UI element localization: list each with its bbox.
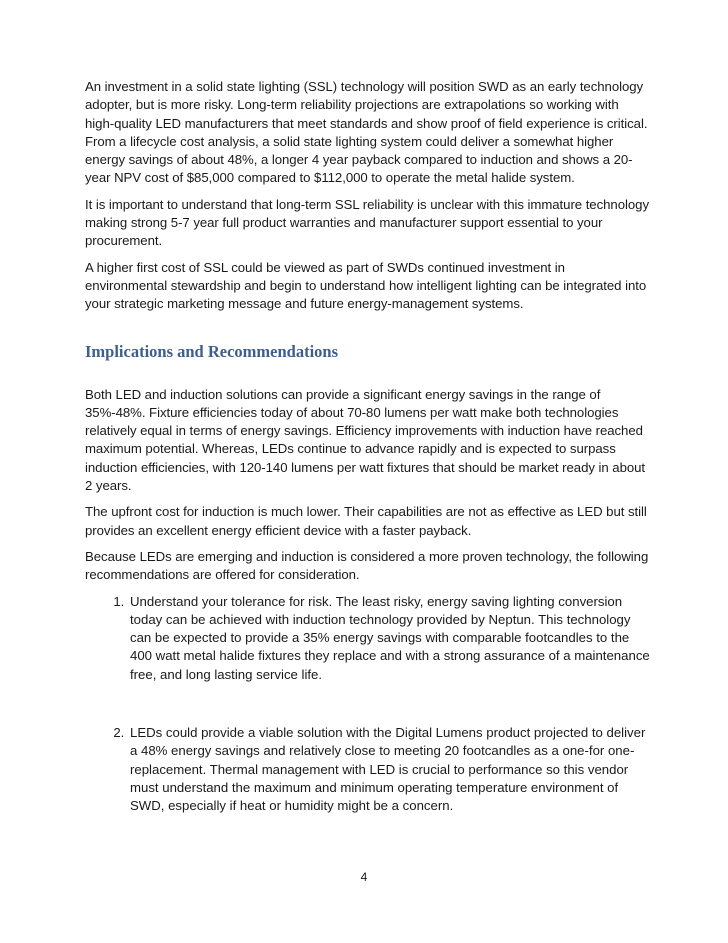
intro-paragraph-first-cost: A higher first cost of SSL could be viewed as part of SWDs continued investment in environmental stewardship and begin to understand how intelligent lighting can be integrated into your strategic marketing message and future energy-management systems.	[85, 259, 647, 312]
section-heading: Implications and Recommendations	[85, 341, 339, 361]
recommendations-list	[85, 593, 650, 816]
page-number: 4	[360, 870, 368, 884]
section-paragraph-energy-savings: Both LED and induction solutions can provide a significant energy savings in the range of 35%-48%. Fixture efficiencies today of about 70-80 lumens per watt make both technologies relatively equal in terms of energy savings. Efficiency improvements with induction have reached maximum potential. Whereas, LEDs continue to advance rapidly and is expected to surpass induction efficiencies, with 120-140 lumens per watt fixtures that should be market ready in about 2 years.	[85, 386, 646, 494]
recommendation-item: 2. LEDs could provide a viable solution with the Digital Lumens product projected to deliver a 48% energy savings and relatively close to meeting 20 footcandles as a one-for one-replacement. Thermal management with LED is crucial to performance so this vendor must understand the maximum and minimum operating temperature environment of SWD, especially if heat or humidity might be a concern.	[128, 724, 650, 815]
page-content	[85, 78, 650, 816]
recommendation-item: 1. Understand your tolerance for risk. The least risky, energy saving lighting conversion today can be achieved with induction technology provided by Neptun. This technology can be expected to provide a 35% energy savings with comparable footcandles to the 400 watt metal halide fixtures they replace and with a strong assurance of a maintenance free, and long lasting service life.	[128, 593, 650, 684]
intro-paragraph-ssl-investment: An investment in a solid state lighting (SSL) technology will position SWD as an early technology adopter, but is more risky. Long-term reliability projections are extrapolations so working with high-quality LED manufacturers that meet standards and show proof of field experience is critical. From a lifecycle cost analysis, a solid state lighting system could deliver a somewhat higher energy savings of about 48%, a longer 4 year payback compared to induction and shows a 20-year NPV cost of $85,000 compared to $112,000 to operate the metal halide system.	[85, 79, 648, 186]
section-paragraph-upfront-cost: The upfront cost for induction is much lower. Their capabilities are not as effective as LED but still provides an excellent energy efficient device with a faster payback.	[85, 504, 647, 538]
section-paragraph-recommendations-intro: Because LEDs are emerging and induction is considered a more proven technology, the following recommendations are offered for consideration.	[85, 548, 649, 583]
intro-paragraph-reliability: It is important to understand that long-term SSL reliability is unclear with this immature technology making strong 5-7 year full product warranties and manufacturer support essential to your procurement.	[85, 196, 649, 249]
